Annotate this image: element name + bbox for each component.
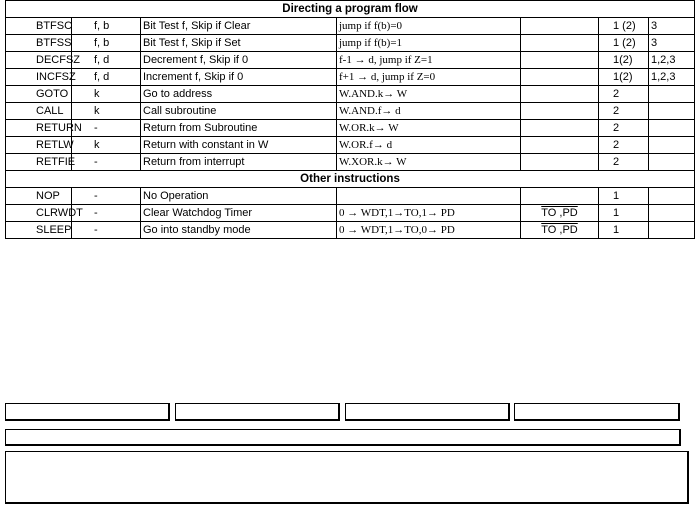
section-header-row: [6, 1, 695, 18]
operation-cell: W.AND.k→ W: [337, 86, 521, 103]
mnemonic-cell: RETLW: [6, 137, 72, 154]
table-row: [6, 86, 695, 103]
cycles-cell: 2: [599, 137, 649, 154]
mnemonic-cell: CLRWDT: [6, 205, 72, 222]
operation-cell: W.OR.f→ d: [337, 137, 521, 154]
flags-cell: [521, 120, 599, 137]
mnemonic-cell: GOTO: [6, 86, 72, 103]
table-row: [6, 69, 695, 86]
operands-cell: -: [72, 120, 141, 137]
description-cell: Call subroutine: [141, 103, 337, 120]
notes-cell: [649, 103, 695, 120]
operation-cell: W.AND.f→ d: [337, 103, 521, 120]
flags-cell: [521, 154, 599, 171]
table-row: [6, 188, 695, 205]
notes-cell: 1,2,3: [649, 69, 695, 86]
notes-cell: [649, 120, 695, 137]
notes-cell: [649, 137, 695, 154]
section-header-row: [6, 171, 695, 188]
mnemonic-cell: RETFIE: [6, 154, 72, 171]
instruction-table-body: [6, 1, 695, 239]
operands-cell: k: [72, 137, 141, 154]
operands-cell: f, b: [72, 18, 141, 35]
operands-cell: -: [72, 154, 141, 171]
status-flags: TO ,PD: [541, 207, 578, 219]
flags-cell: [521, 222, 599, 239]
description-cell: Clear Watchdog Timer: [141, 205, 337, 222]
operation-cell: W.XOR.k→ W: [337, 154, 521, 171]
status-flags: TO ,PD: [541, 224, 578, 236]
description-cell: Return from Subroutine: [141, 120, 337, 137]
notes-cell: 3: [649, 18, 695, 35]
description-cell: Decrement f, Skip if 0: [141, 52, 337, 69]
notes-cell: [649, 188, 695, 205]
operation-cell: f-1 → d, jump if Z=1: [337, 52, 521, 69]
notes-cell: 1,2,3: [649, 52, 695, 69]
mnemonic-cell: DECFSZ: [6, 52, 72, 69]
notes-cell: [649, 205, 695, 222]
cycles-cell: 1: [599, 205, 649, 222]
operation-cell: jump if f(b)=1: [337, 35, 521, 52]
operation-cell: 0 → WDT,1→TO,0→ PD: [337, 222, 521, 239]
tab-1[interactable]: [5, 403, 170, 421]
mnemonic-cell: SLEEP: [6, 222, 72, 239]
cycles-cell: 1(2): [599, 69, 649, 86]
notes-cell: [649, 222, 695, 239]
flags-cell: [521, 69, 599, 86]
operation-cell: 0 → WDT,1→TO,1→ PD: [337, 205, 521, 222]
tab-strip: [0, 403, 697, 423]
description-cell: Return from interrupt: [141, 154, 337, 171]
operation-cell: jump if f(b)=0: [337, 18, 521, 35]
cycles-cell: 1(2): [599, 52, 649, 69]
instruction-table: [5, 0, 695, 239]
cycles-cell: 2: [599, 154, 649, 171]
header-bar: [5, 429, 681, 446]
description-cell: Go into standby mode: [141, 222, 337, 239]
operation-cell: W.OR.k→ W: [337, 120, 521, 137]
notes-cell: 3: [649, 35, 695, 52]
description-cell: Increment f, Skip if 0: [141, 69, 337, 86]
operation-cell: [337, 188, 521, 205]
operands-cell: k: [72, 103, 141, 120]
table-row: [6, 120, 695, 137]
tab-3[interactable]: [345, 403, 510, 421]
description-cell: Bit Test f, Skip if Set: [141, 35, 337, 52]
operands-cell: f, d: [72, 69, 141, 86]
notes-cell: [649, 86, 695, 103]
operands-cell: f, d: [72, 52, 141, 69]
table-row: [6, 222, 695, 239]
cycles-cell: 2: [599, 120, 649, 137]
flags-cell: [521, 103, 599, 120]
description-cell: Bit Test f, Skip if Clear: [141, 18, 337, 35]
mnemonic-cell: NOP: [6, 188, 72, 205]
flags-cell: [521, 35, 599, 52]
tab-4[interactable]: [514, 403, 680, 421]
description-cell: Go to address: [141, 86, 337, 103]
table-row: [6, 205, 695, 222]
content-box: [5, 451, 689, 504]
cycles-cell: 1 (2): [599, 35, 649, 52]
flags-cell: [521, 18, 599, 35]
tab-2[interactable]: [175, 403, 340, 421]
mnemonic-cell: INCFSZ: [6, 69, 72, 86]
operands-cell: k: [72, 86, 141, 103]
flags-cell: [521, 52, 599, 69]
operands-cell: -: [72, 188, 141, 205]
table-row: [6, 52, 695, 69]
operands-cell: -: [72, 205, 141, 222]
operands-cell: f, b: [72, 35, 141, 52]
description-cell: No Operation: [141, 188, 337, 205]
operation-cell: f+1 → d, jump if Z=0: [337, 69, 521, 86]
table-row: [6, 154, 695, 171]
mnemonic-cell: CALL: [6, 103, 72, 120]
notes-cell: [649, 154, 695, 171]
cycles-cell: 2: [599, 86, 649, 103]
section-title: Directing a program flow: [6, 1, 695, 18]
mnemonic-cell: BTFSC: [6, 18, 72, 35]
flags-cell: [521, 137, 599, 154]
flags-cell: [521, 86, 599, 103]
table-row: [6, 103, 695, 120]
cycles-cell: 1: [599, 222, 649, 239]
description-cell: Return with constant in W: [141, 137, 337, 154]
cycles-cell: 1 (2): [599, 18, 649, 35]
cycles-cell: 1: [599, 188, 649, 205]
mnemonic-cell: BTFSS: [6, 35, 72, 52]
table-row: [6, 35, 695, 52]
flags-cell: [521, 188, 599, 205]
flags-cell: [521, 205, 599, 222]
mnemonic-cell: RETURN: [6, 120, 72, 137]
section-title: Other instructions: [6, 171, 695, 188]
cycles-cell: 2: [599, 103, 649, 120]
table-row: [6, 137, 695, 154]
table-row: [6, 18, 695, 35]
operands-cell: -: [72, 222, 141, 239]
